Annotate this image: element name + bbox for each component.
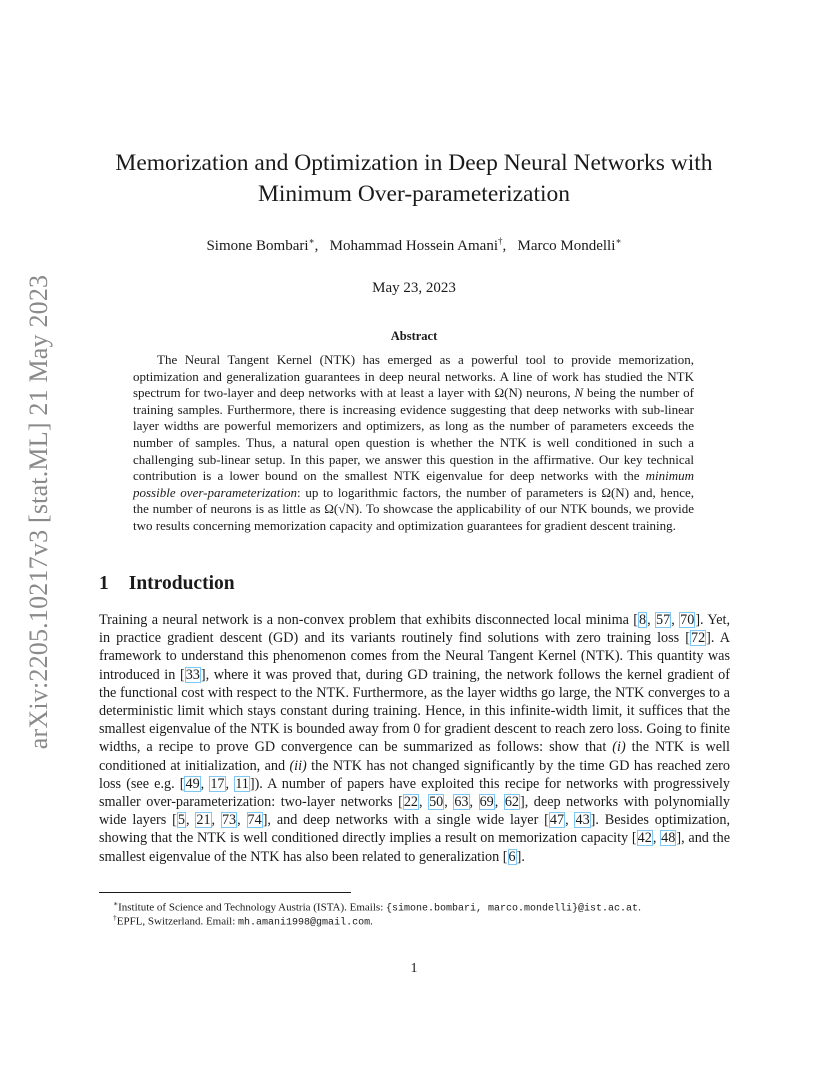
citation-link[interactable]: 6 (508, 848, 516, 865)
intro-fragment: the NTK is well conditioned at initialization, and (99, 739, 730, 774)
abstract-heading: Abstract (390, 329, 438, 343)
citation-link[interactable]: 5 (177, 812, 185, 829)
citation-link[interactable]: 22 (403, 794, 419, 811)
abstract-fragment: : up to logarithmic factors, the number of parameters is Ω(N) and, hence, the number of neurons is as little as Ω(√N). To showcase the applicability of our NTK bounds, we provide two results concerning memorization capacity and optimization guarantees for gradient descent training. (133, 484, 694, 533)
citation-link[interactable]: 33 (185, 666, 200, 683)
citation-link[interactable]: 63 (454, 794, 469, 811)
affiliation-mark: ∗ (308, 236, 315, 246)
citation-link[interactable]: 72 (690, 630, 706, 647)
intro-paragraph: Training a neural network is a non-convex problem that exhibits disconnected local minima [8, 57, 70]. Yet, in practice gradient descent (GD) and its variants routinely find solutions with zero training loss [72]. A framework to understand this phenomenon comes from the Neural Tangent Kernel (NTK). This quantity was introduced in [33], where it was proved that, during GD training, the network follows the kernel gradient of the functional cost with respect to the NTK. Furthermore, as the layer widths go large, the NTK converges to a deterministic limit which stays constant during training. Hence, in this infinite-width limit, it suffices that the smallest eigenvalue of the NTK is bounded away from 0 for gradient descent to reach zero loss. Going to finite widths, a recipe to prove GD convergence can be summarized as follows: show that (i) the NTK is well conditioned at initialization, and (ii) the NTK has not changed significantly by the time GD has reached zero loss (see e.g. [49, 17, 11]). A number of papers have exploited this recipe for networks with progressively smaller over-parameterization: two-layer networks [22, 50, 63, 69, 62], deep networks with polynomially wide layers [5, 21, 73, 74], and deep networks with a single wide layer [47, 43]. Besides optimization, showing that the NTK is well conditioned directly implies a result on memorization capacity [42, 48], and the smallest eigenvalue of the NTK has also been related to generalization [6]. (99, 612, 731, 865)
citation-link[interactable]: 42 (637, 830, 652, 847)
abstract-fragment: being the number of training samples. Furthermore, there is increasing evidence suggesting that deep networks with sub-linear layer widths are powerful memorizers and optimizers, as long as the number of parameters exceeds the number of samples. Thus, a natural open question is whether the NTK is well conditioned in such a challenging sub-linear setup. In this paper, we answer this question in the affirmative. Our key technical contribution is a lower bound on the smallest NTK eigenvalue for deep networks with the (133, 385, 694, 484)
intro-fragment: ]. Besides optimization, showing that the NTK is well conditioned directly implies a result on memorization capacity [ (99, 812, 731, 847)
paper-date: May 23, 2023 (372, 280, 456, 296)
math-variable: N (574, 385, 584, 401)
page-number: 1 (410, 961, 418, 976)
section-title: Introduction (128, 573, 235, 594)
intro-fragment: ], where it was proved that, during GD training, the network follows the kernel gradient of the functional cost with respect to the NTK. Furthermore, as the layer widths go large, the NTK converges to a deterministic limit which stays constant during training. Hence, in this infinite-width limit, it suffices that the smallest eigenvalue of the NTK is bounded away from 0 for gradient descent to reach zero loss. Going to finite widths, a recipe to prove GD convergence can be summarized as follows: show that (99, 666, 730, 756)
citation-link[interactable]: 73 (221, 812, 237, 829)
intro-fragment: ], and deep networks with a single wide layer [ (262, 812, 549, 829)
citation-link[interactable]: 11 (235, 775, 249, 792)
affiliation-mark: ∗ (615, 236, 622, 246)
enumeration-mark: (ii) (289, 757, 307, 774)
section-number: 1 (99, 573, 109, 594)
author-name: Marco Mondelli (517, 238, 616, 254)
citation-link[interactable]: 48 (661, 830, 676, 847)
author-name: Simone Bombari (206, 238, 309, 254)
author-list: Simone Bombari∗, Mohammad Hossein Amani†, Marco Mondelli∗ (206, 236, 622, 254)
intro-fragment: ], deep networks with polynomially wide layers [ (99, 794, 731, 829)
section-heading (99, 573, 235, 595)
citation-link[interactable]: 8 (639, 612, 647, 628)
arxiv-id-text: arXiv:2205.10217v3 [stat.ML] 21 May 2023 (24, 274, 53, 750)
abstract-text (133, 352, 694, 535)
citation-link[interactable]: 74 (247, 812, 262, 829)
citation-link[interactable]: 17 (210, 775, 225, 792)
email-address: {simone.bombari, marco.mondelli}@ist.ac.at (386, 903, 639, 915)
arxiv-identifier (14, 272, 64, 752)
citation-link[interactable]: 69 (479, 794, 494, 811)
citation-link[interactable]: 43 (575, 812, 590, 829)
intro-fragment: ]). A number of papers have exploited this recipe for networks with progressively smaller over-parameterization: two-layer networks [ (99, 775, 731, 811)
abstract-emphasis: minimum possible over-parameterization (133, 468, 694, 500)
email-address: mh.amani1998@gmail.com (238, 917, 371, 929)
footnote-text: . (370, 915, 373, 928)
footnote-text: . (638, 901, 641, 914)
author-name: Mohammad Hossein Amani (329, 238, 498, 254)
citation-link[interactable]: 47 (549, 812, 565, 829)
footnote-text: EPFL, Switzerland. Email: (116, 915, 239, 928)
enumeration-mark: (i) (612, 739, 626, 756)
footnote-rule (99, 892, 351, 893)
citation-link[interactable]: 70 (680, 612, 695, 628)
abstract-fragment: The Neural Tangent Kernel (NTK) has emerged as a powerful tool to provide memorization, optimization and generalization guarantees in deep neural networks. A line of work has studied the NTK spectrum for two-layer and deep networks with at least a layer with Ω(N) neurons, (133, 352, 694, 401)
footnote-mark: † (113, 913, 117, 922)
intro-fragment: ], and the smallest eigenvalue of the NTK has also been related to generalization [ (99, 830, 731, 865)
intro-fragment: ]. A framework to understand this phenomenon comes from the Neural Tangent Kernel (NTK). This quantity was introduced in [ (99, 630, 730, 683)
title-line-1: Memorization and Optimization in Deep Neural Networks with (115, 150, 713, 176)
intro-fragment: Training a neural network is a non-convex problem that exhibits disconnected local minima [ (99, 612, 639, 628)
intro-fragment: the NTK has not changed significantly by the time GD has reached zero loss (see e.g. [ (99, 757, 730, 792)
citation-link[interactable]: 49 (185, 775, 200, 792)
title-line-2: Minimum Over-parameterization (257, 181, 571, 207)
citation-link[interactable]: 62 (504, 794, 520, 811)
citation-link[interactable]: 57 (656, 612, 671, 628)
footnote-mark: ∗ (113, 899, 119, 908)
paper-title (60, 148, 768, 210)
footnote-text: Institute of Science and Technology Austria (ISTA). Emails: (118, 901, 387, 914)
intro-fragment: ]. Yet, in practice gradient descent (GD) and its variants routinely find solutions with zero training loss [ (99, 612, 731, 647)
affiliation-mark: † (498, 236, 503, 246)
footnote-affiliation-2 (113, 911, 373, 931)
citation-link[interactable]: 21 (196, 812, 211, 829)
citation-link[interactable]: 50 (429, 794, 444, 811)
intro-fragment: ]. (516, 848, 525, 865)
